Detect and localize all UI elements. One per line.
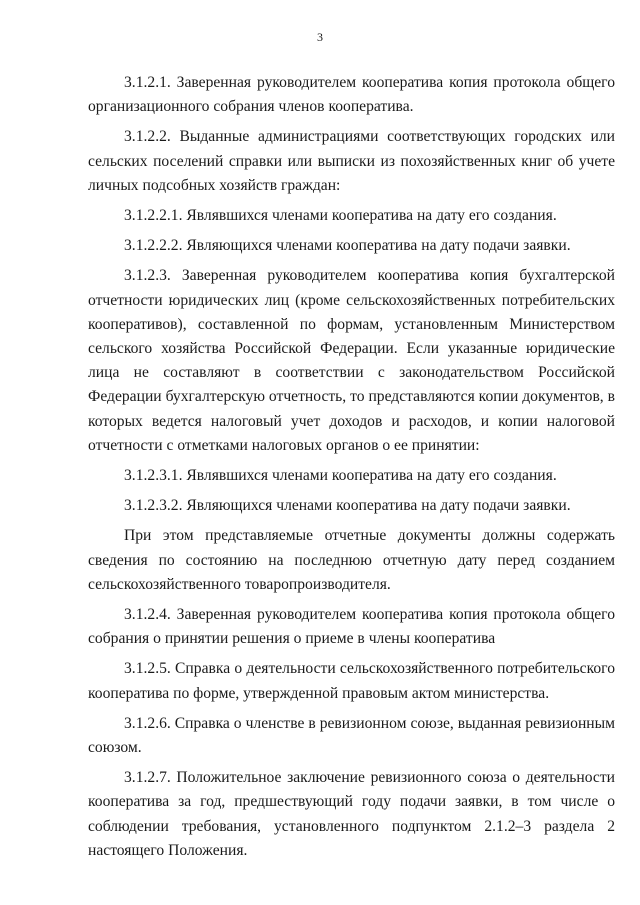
paragraph-3-1-2-3-2: 3.1.2.3.2. Являющихся членами кооператива на дату подачи заявки. — [124, 497, 571, 515]
paragraph-3-1-2-3-1: 3.1.2.3.1. Являвшихся членами кооператива на дату его создания. — [124, 467, 557, 485]
paragraph-reporting-note: При этом представляемые отчетные документы должны содержать сведения по состоянию на последнюю отчетную дату перед созданием сельскохозяйственного товаропроизводителя. — [88, 527, 615, 593]
paragraph-3-1-2-4: 3.1.2.4. Заверенная руководителем кооператива копия протокола общего собрания о принятии решения о приеме в члены кооператива — [88, 606, 615, 648]
paragraph-3-1-2-2-1: 3.1.2.2.1. Являвшихся членами кооператива на дату его создания. — [124, 207, 557, 225]
paragraph-3-1-2-1: 3.1.2.1. Заверенная руководителем кооператива копия протокола общего организационного собрания членов кооператива. — [88, 74, 615, 116]
paragraph-3-1-2-6: 3.1.2.6. Справка о членстве в ревизионном союзе, выданная ревизионным союзом. — [88, 714, 615, 757]
page-number: 3 — [317, 30, 323, 44]
paragraph-3-1-2-5: 3.1.2.5. Справка о деятельности сельскохозяйственного потребительского кооператива по форме, утвержденной правовым актом министерства. — [88, 660, 615, 702]
paragraph-3-1-2-2: 3.1.2.2. Выданные администрациями соответствующих городских или сельских поселений справки или выписки из похозяйственных книг об учете личных подсобных хозяйств граждан: — [88, 128, 615, 194]
paragraph-3-1-2-3: 3.1.2.3. Заверенная руководителем кооператива копия бухгалтерской отчетности юридических лиц (кроме сельскохозяйственных потребительских кооперативов), составленной по формам, установленным Министерством сельского хозяйства Российской Федерации. Если указанные юридические лица не составляют в соответствии с законодательством Российской Федерации бухгалтерскую отчетность, то представляются копии документов, в которых ведется налоговый учет доходов и расходов, и копии налоговой отчетности с отметками налоговых органов о ее принятии: — [88, 267, 615, 454]
document-body — [88, 71, 615, 863]
paragraph-3-1-2-7: 3.1.2.7. Положительное заключение ревизионного союза о деятельности кооператива за год, предшествующий году подачи заявки, в том числе о соблюдении требования, установленного подпунктом 2.1.2–3 раздела 2 настоящего Положения. — [88, 769, 615, 859]
paragraph-3-1-2-2-2: 3.1.2.2.2. Являющихся членами кооператива на дату подачи заявки. — [124, 237, 571, 255]
